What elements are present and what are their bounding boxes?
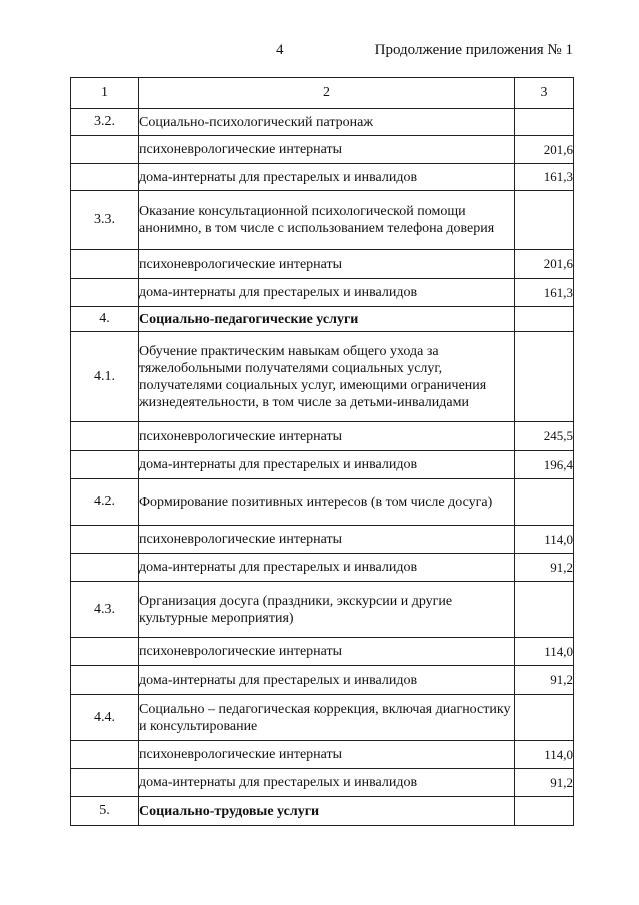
row-number: 3.3. (71, 191, 139, 250)
row-value: 196,4 (515, 451, 574, 479)
row-number: 4. (71, 307, 139, 332)
row-value (515, 695, 574, 741)
row-number (71, 769, 139, 797)
row-value: 91,2 (515, 769, 574, 797)
row-value (515, 109, 574, 136)
row-text: психоневрологические интернаты (139, 136, 515, 164)
row-number (71, 136, 139, 164)
row-text: дома-интернаты для престарелых и инвалидов (139, 451, 515, 479)
table-row (71, 582, 574, 638)
row-text: дома-интернаты для престарелых и инвалидов (139, 164, 515, 191)
row-value: 114,0 (515, 741, 574, 769)
row-number (71, 250, 139, 279)
row-text: Социально-педагогические услуги (139, 307, 515, 332)
table-row (71, 479, 574, 526)
table-row (71, 695, 574, 741)
row-number: 4.4. (71, 695, 139, 741)
row-text: Обучение практическим навыкам общего ухода за тяжелобольными получателями социальных услуг, получателями социальных услуг, имеющими ограничения жизнедеятельности, в том числе за детьми-инвалидами (139, 332, 515, 422)
row-value: 114,0 (515, 526, 574, 554)
row-number (71, 422, 139, 451)
column-header-2: 2 (139, 78, 515, 109)
page-number: 4 (276, 42, 284, 58)
row-value (515, 479, 574, 526)
row-value: 161,3 (515, 279, 574, 307)
row-value (515, 332, 574, 422)
column-header-3: 3 (515, 78, 574, 109)
row-number (71, 638, 139, 666)
row-value: 91,2 (515, 554, 574, 582)
row-number (71, 526, 139, 554)
services-table (70, 77, 574, 826)
row-number (71, 666, 139, 695)
row-number: 4.1. (71, 332, 139, 422)
row-number (71, 554, 139, 582)
table-row (71, 191, 574, 250)
table-row (71, 109, 574, 136)
column-header-1: 1 (71, 78, 139, 109)
row-value: 245,5 (515, 422, 574, 451)
table-row (71, 666, 574, 695)
row-text: Формирование позитивных интересов (в том числе досуга) (139, 479, 515, 526)
row-number (71, 451, 139, 479)
row-number: 5. (71, 797, 139, 826)
table-row (71, 307, 574, 332)
row-text: психоневрологические интернаты (139, 638, 515, 666)
table-row (71, 279, 574, 307)
continuation-header: Продолжение приложения № 1 (374, 42, 573, 58)
row-text: психоневрологические интернаты (139, 526, 515, 554)
table-row (71, 422, 574, 451)
row-value (515, 191, 574, 250)
row-text: Социально-психологический патронаж (139, 109, 515, 136)
row-text: дома-интернаты для престарелых и инвалидов (139, 769, 515, 797)
table-row (71, 451, 574, 479)
table-row (71, 332, 574, 422)
row-number (71, 279, 139, 307)
table-header-row (71, 78, 574, 109)
row-text: Социально-трудовые услуги (139, 797, 515, 826)
table-row (71, 769, 574, 797)
table-row (71, 797, 574, 826)
row-number: 4.3. (71, 582, 139, 638)
row-number: 3.2. (71, 109, 139, 136)
row-value: 161,3 (515, 164, 574, 191)
row-text: психоневрологические интернаты (139, 422, 515, 451)
row-value (515, 797, 574, 826)
row-number (71, 741, 139, 769)
table-row (71, 164, 574, 191)
table-row (71, 250, 574, 279)
row-value: 201,6 (515, 250, 574, 279)
row-number (71, 164, 139, 191)
row-text: дома-интернаты для престарелых и инвалидов (139, 554, 515, 582)
row-text: психоневрологические интернаты (139, 250, 515, 279)
row-number: 4.2. (71, 479, 139, 526)
row-value (515, 307, 574, 332)
table-row (71, 638, 574, 666)
table-row (71, 136, 574, 164)
row-text: Организация досуга (праздники, экскурсии и другие культурные мероприятия) (139, 582, 515, 638)
row-value: 91,2 (515, 666, 574, 695)
row-value: 114,0 (515, 638, 574, 666)
row-text: психоневрологические интернаты (139, 741, 515, 769)
row-value: 201,6 (515, 136, 574, 164)
row-text: Социально – педагогическая коррекция, включая диагностику и консультирование (139, 695, 515, 741)
table-row (71, 741, 574, 769)
table-row (71, 526, 574, 554)
row-text: дома-интернаты для престарелых и инвалидов (139, 279, 515, 307)
row-text: Оказание консультационной психологической помощи анонимно, в том числе с использованием телефона доверия (139, 191, 515, 250)
row-value (515, 582, 574, 638)
table-row (71, 554, 574, 582)
row-text: дома-интернаты для престарелых и инвалидов (139, 666, 515, 695)
